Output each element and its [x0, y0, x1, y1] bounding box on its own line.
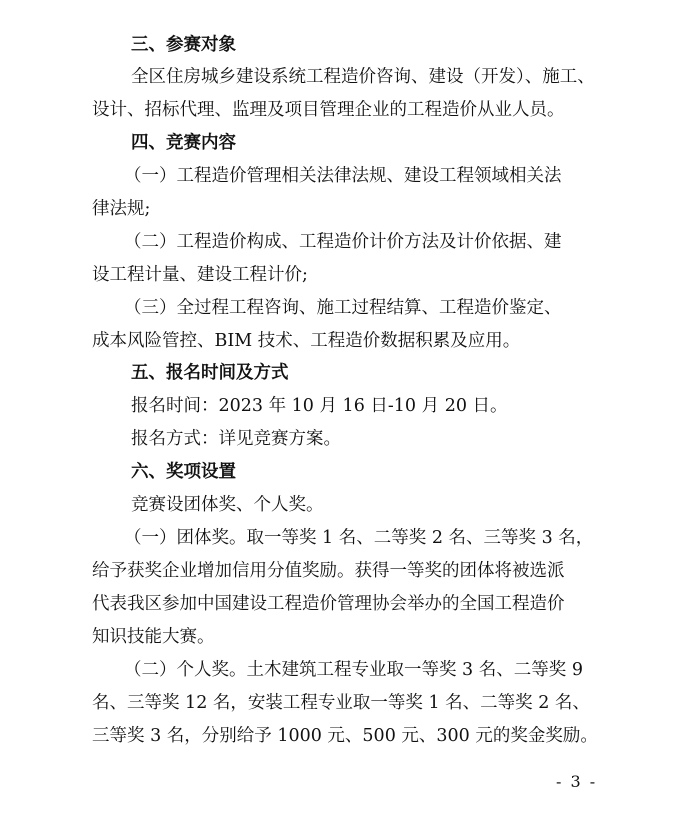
paragraph-line: （一）工程造价管理相关法律法规、建设工程领域相关法: [124, 166, 562, 186]
paragraph-line: 三等奖 3 名，分别给予 1000 元、500 元、300 元的奖金奖励。: [92, 726, 598, 746]
paragraph-line: 全区住房城乡建设系统工程造价咨询、建设（开发）、施工、: [131, 67, 595, 87]
paragraph-line: （三）全过程工程咨询、施工过程结算、工程造价鉴定、: [124, 298, 562, 318]
paragraph-line: 知识技能大赛。: [92, 627, 215, 647]
paragraph-line: （二）个人奖。土木建筑工程专业取一等奖 3 名、二等奖 9: [124, 660, 583, 680]
paragraph-line: 设工程计量、建设工程计价;: [92, 265, 308, 285]
paragraph-line: （一）团体奖。取一等奖 1 名、二等奖 2 名、三等奖 3 名，: [124, 528, 594, 548]
paragraph-line: （二）工程造价构成、工程造价计价方法及计价依据、建: [124, 232, 562, 252]
registration-time: 报名时间：2023 年 10 月 16 日-10 月 20 日。: [131, 396, 508, 416]
section-heading-awards: 六、奖项设置: [131, 462, 236, 482]
registration-method: 报名方式：详见竞赛方案。: [131, 429, 341, 449]
paragraph-line: 代表我区参加中国建设工程造价管理协会举办的全国工程造价: [92, 594, 565, 614]
paragraph-line: 竞赛设团体奖、个人奖。: [131, 495, 324, 515]
paragraph-line: 名、三等奖 12 名，安装工程专业取一等奖 1 名、二等奖 2 名、: [92, 693, 590, 713]
section-heading-participants: 三、参赛对象: [131, 35, 236, 55]
paragraph-line: 成本风险管控、BIM 技术、工程造价数据积累及应用。: [92, 331, 521, 351]
section-heading-content: 四、竞赛内容: [131, 133, 236, 153]
section-heading-registration: 五、报名时间及方式: [131, 363, 289, 383]
paragraph-line: 设计、招标代理、监理及项目管理企业的工程造价从业人员。: [92, 100, 565, 120]
paragraph-line: 律法规;: [92, 199, 151, 219]
page-number: - 3 -: [556, 772, 598, 791]
paragraph-line: 给予获奖企业增加信用分值奖励。获得一等奖的团体将被选派: [92, 561, 565, 581]
